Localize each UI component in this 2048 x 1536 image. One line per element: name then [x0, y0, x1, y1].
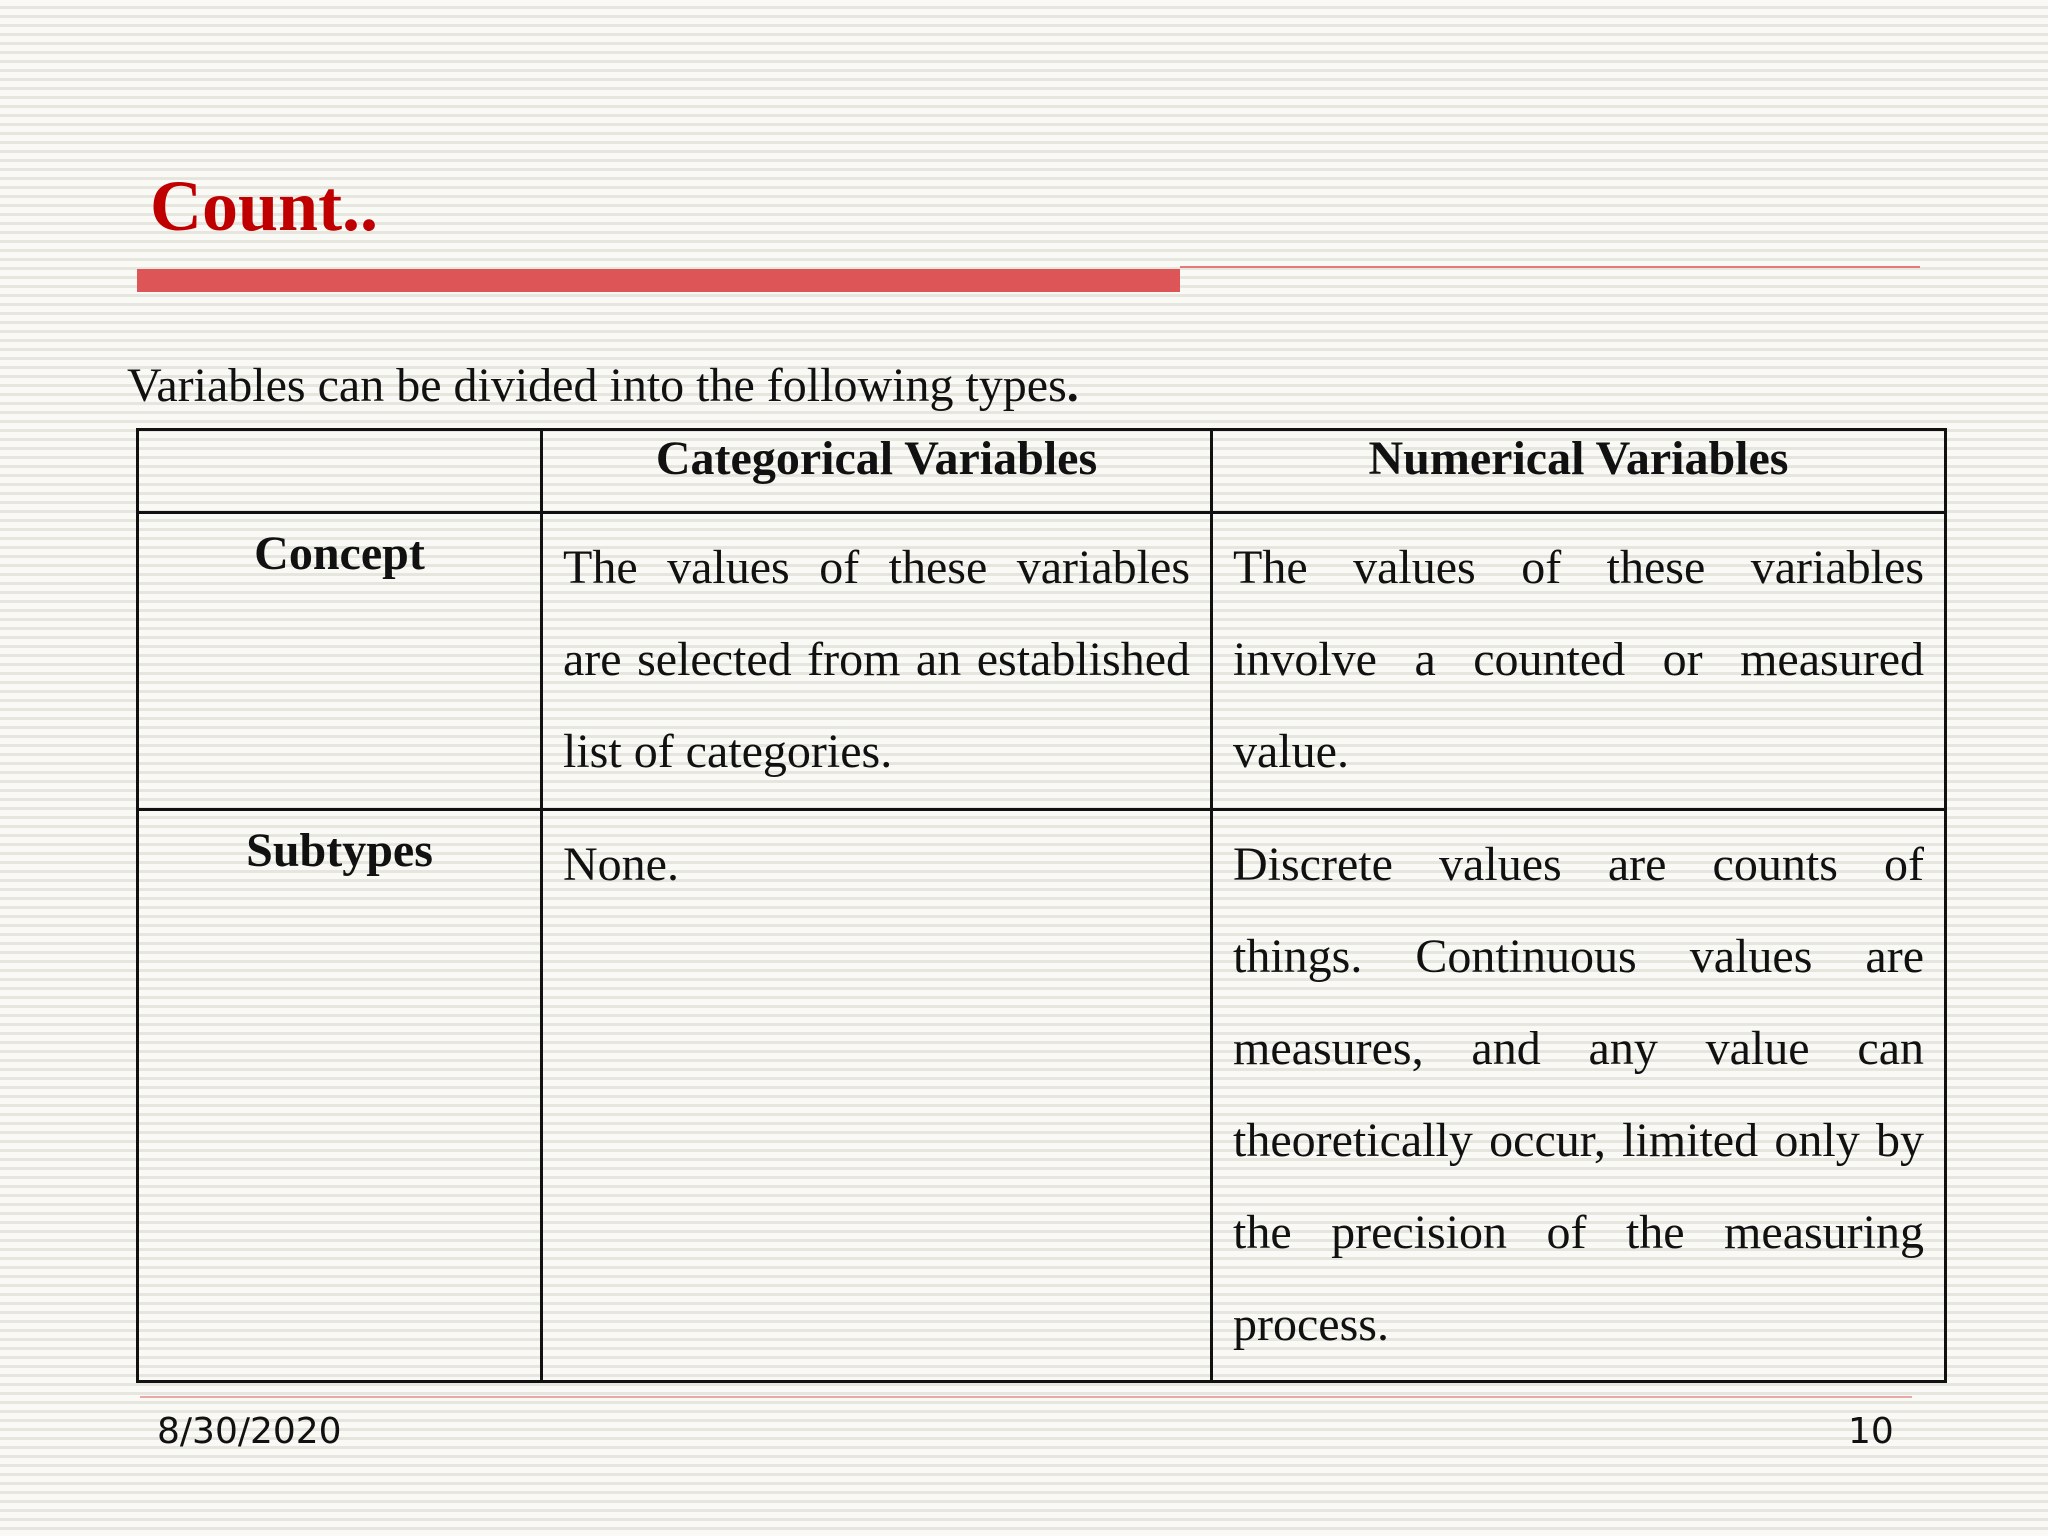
page-number: 10 [1848, 1411, 1894, 1452]
slide-title: Count.. [150, 166, 379, 246]
variable-types-table [136, 428, 1947, 1383]
table-row-subtypes [138, 810, 1946, 1382]
title-accent-bar [137, 269, 1180, 292]
title-divider-line [1180, 266, 1920, 268]
row-label-subtypes-text: Subtypes [246, 824, 433, 877]
cell-subtypes-categorical: None. [542, 810, 1212, 1382]
cell-subtypes-numerical: Discrete values are counts of things. Continuous values are measures, and any value can theoretically occur, limited only by the precision of the measuring process. [1212, 810, 1946, 1382]
table-header-numerical: Numerical Variables [1212, 430, 1946, 513]
table-header-row [138, 430, 1946, 513]
footer-divider-line [140, 1396, 1912, 1398]
footer-date: 8/30/2020 [157, 1411, 342, 1452]
cell-concept-numerical: The values of these variables involve a counted or measured value. [1212, 513, 1946, 810]
intro-text-body: Variables can be divided into the following types [127, 359, 1067, 412]
intro-text [127, 360, 1079, 413]
cell-concept-categorical: The values of these variables are selected from an established list of categories. [542, 513, 1212, 810]
table-header-categorical: Categorical Variables [542, 430, 1212, 513]
row-label-subtypes [138, 810, 542, 1382]
table-row-concept [138, 513, 1946, 810]
row-label-concept-text: Concept [254, 527, 425, 580]
row-label-concept [138, 513, 542, 810]
table-header-empty [138, 430, 542, 513]
intro-period: . [1066, 359, 1079, 412]
